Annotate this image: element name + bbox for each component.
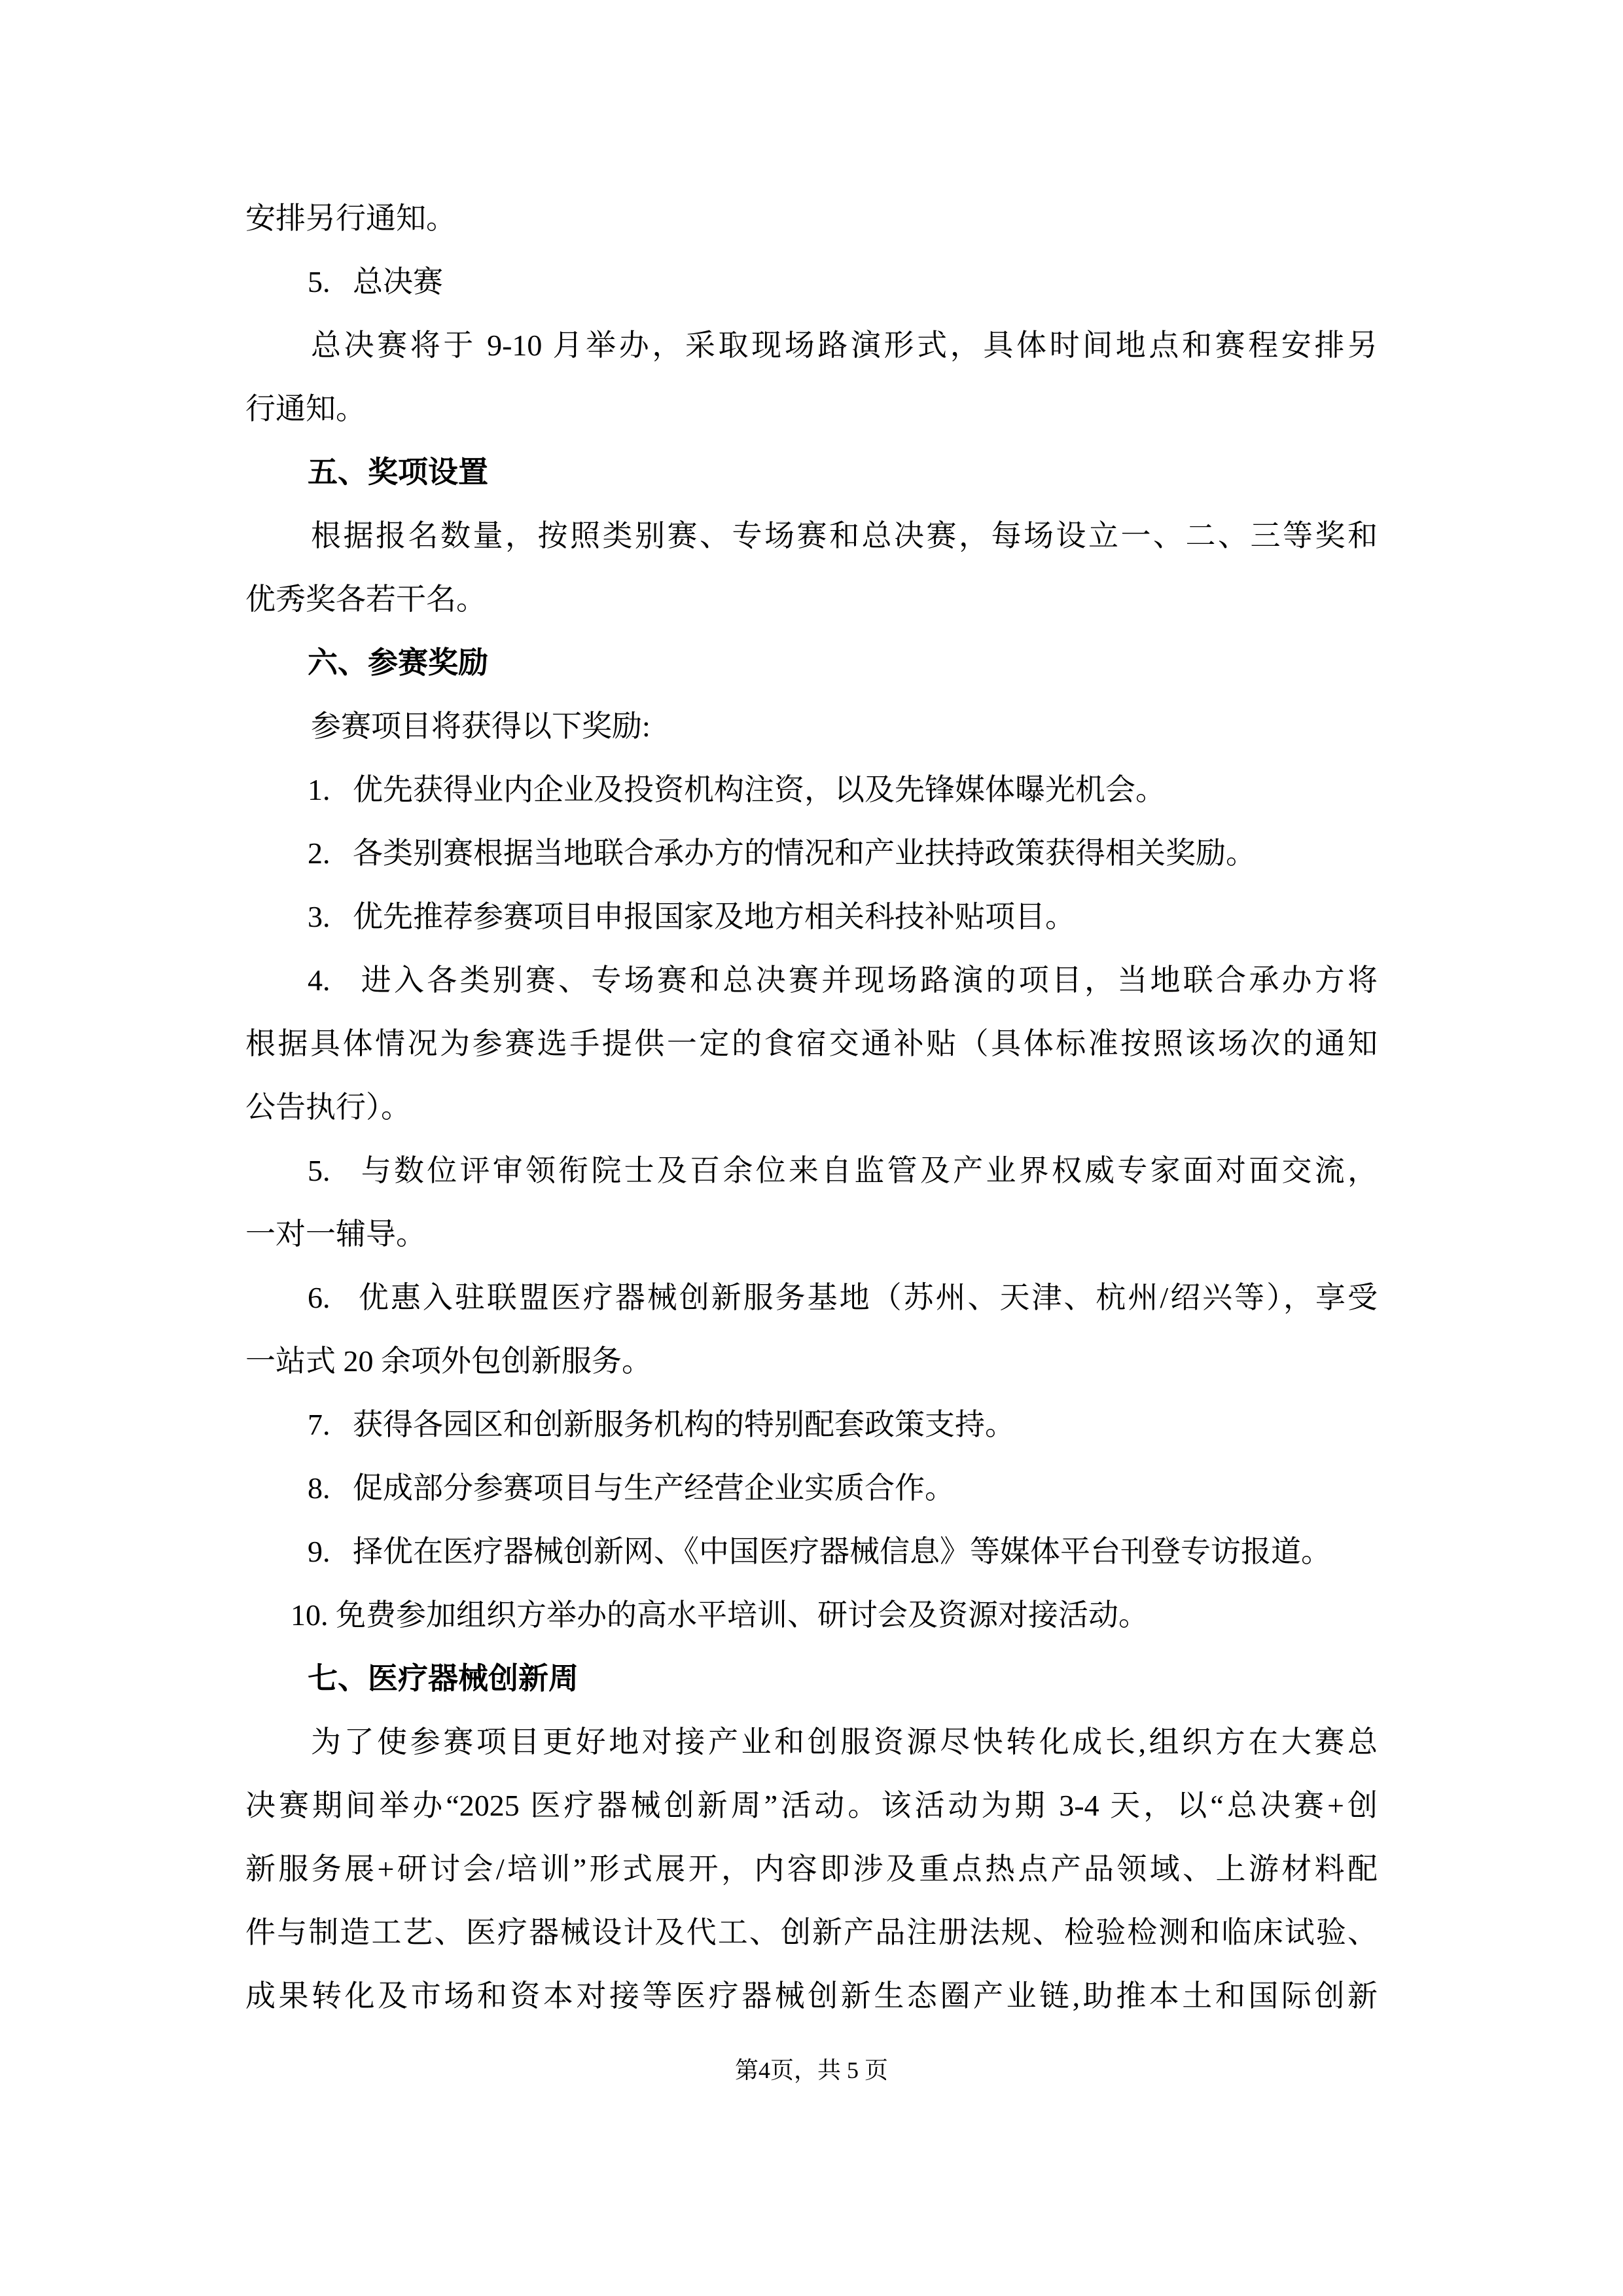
list-item-6: 6. 优惠入驻联盟医疗器械创新服务基地（苏州、天津、杭州/绍兴等），享受 (308, 1281, 1378, 1314)
body-line: 决赛期间举办“2025 医疗器械创新周”活动。该活动为期 3-4 天，以“总决赛+创 (245, 1789, 1378, 1822)
body-line: 行通知。 (245, 392, 366, 425)
page-footer: 第4页，共 5 页 (734, 2057, 888, 2083)
list-item-8: 8. 促成部分参赛项目与生产经营企业实质合作。 (308, 1471, 955, 1505)
body-line: 参赛项目将获得以下奖励: (311, 709, 651, 743)
list-item-2: 2. 各类别赛根据当地联合承办方的情况和产业扶持政策获得相关奖励。 (308, 836, 1256, 870)
body-line: 一对一辅导。 (245, 1217, 426, 1251)
body-line: 件与制造工艺、医疗器械设计及代工、创新产品注册法规、检验检测和临床试验、 (245, 1916, 1378, 1949)
body-line: 优秀奖各若干名。 (245, 583, 486, 616)
section-heading-participation-rewards: 六、参赛奖励 (308, 645, 488, 679)
list-item-4: 4. 进入各类别赛、专场赛和总决赛并现场路演的项目，当地联合承办方将 (308, 963, 1378, 997)
document-text-block (245, 187, 1378, 2028)
body-line: 根据报名数量，按照类别赛、专场赛和总决赛，每场设立一、二、三等奖和 (311, 519, 1378, 552)
list-item-1: 1. 优先获得业内企业及投资机构注资，以及先锋媒体曝光机会。 (308, 773, 1166, 806)
section-heading-awards-setup: 五、奖项设置 (308, 455, 488, 489)
list-item-5-final: 5. 总决赛 (308, 265, 443, 298)
list-item-7: 7. 获得各园区和创新服务机构的特别配套政策支持。 (308, 1408, 1015, 1441)
body-line: 安排另行通知。 (245, 202, 456, 235)
list-item-3: 3. 优先推荐参赛项目申报国家及地方相关科技补贴项目。 (308, 900, 1075, 933)
list-item-9: 9. 择优在医疗器械创新网、《中国医疗器械信息》等媒体平台刊登专访报道。 (308, 1535, 1331, 1568)
section-heading-innovation-week: 七、医疗器械创新周 (308, 1661, 579, 1695)
list-item-5: 5. 与数位评审领衔院士及百余位来自监管及产业界权威专家面对面交流， (308, 1154, 1378, 1187)
body-line: 根据具体情况为参赛选手提供一定的食宿交通补贴（具体标准按照该场次的通知 (245, 1027, 1378, 1060)
list-item-10: 10. 免费参加组织方举办的高水平培训、研讨会及资源对接活动。 (291, 1598, 1149, 1632)
body-line: 新服务展+研讨会/培训”形式展开，内容即涉及重点热点产品领域、上游材料配 (245, 1852, 1378, 1886)
body-line: 成果转化及市场和资本对接等医疗器械创新生态圈产业链,助推本土和国际创新 (245, 1979, 1378, 2013)
body-line: 总决赛将于 9-10 月举办，采取现场路演形式，具体时间地点和赛程安排另 (311, 329, 1378, 362)
body-line: 为了使参赛项目更好地对接产业和创服资源尽快转化成长,组织方在大赛总 (311, 1725, 1378, 1759)
body-line: 公告执行）。 (245, 1090, 411, 1124)
body-line: 一站式 20 余项外包创新服务。 (245, 1344, 652, 1378)
